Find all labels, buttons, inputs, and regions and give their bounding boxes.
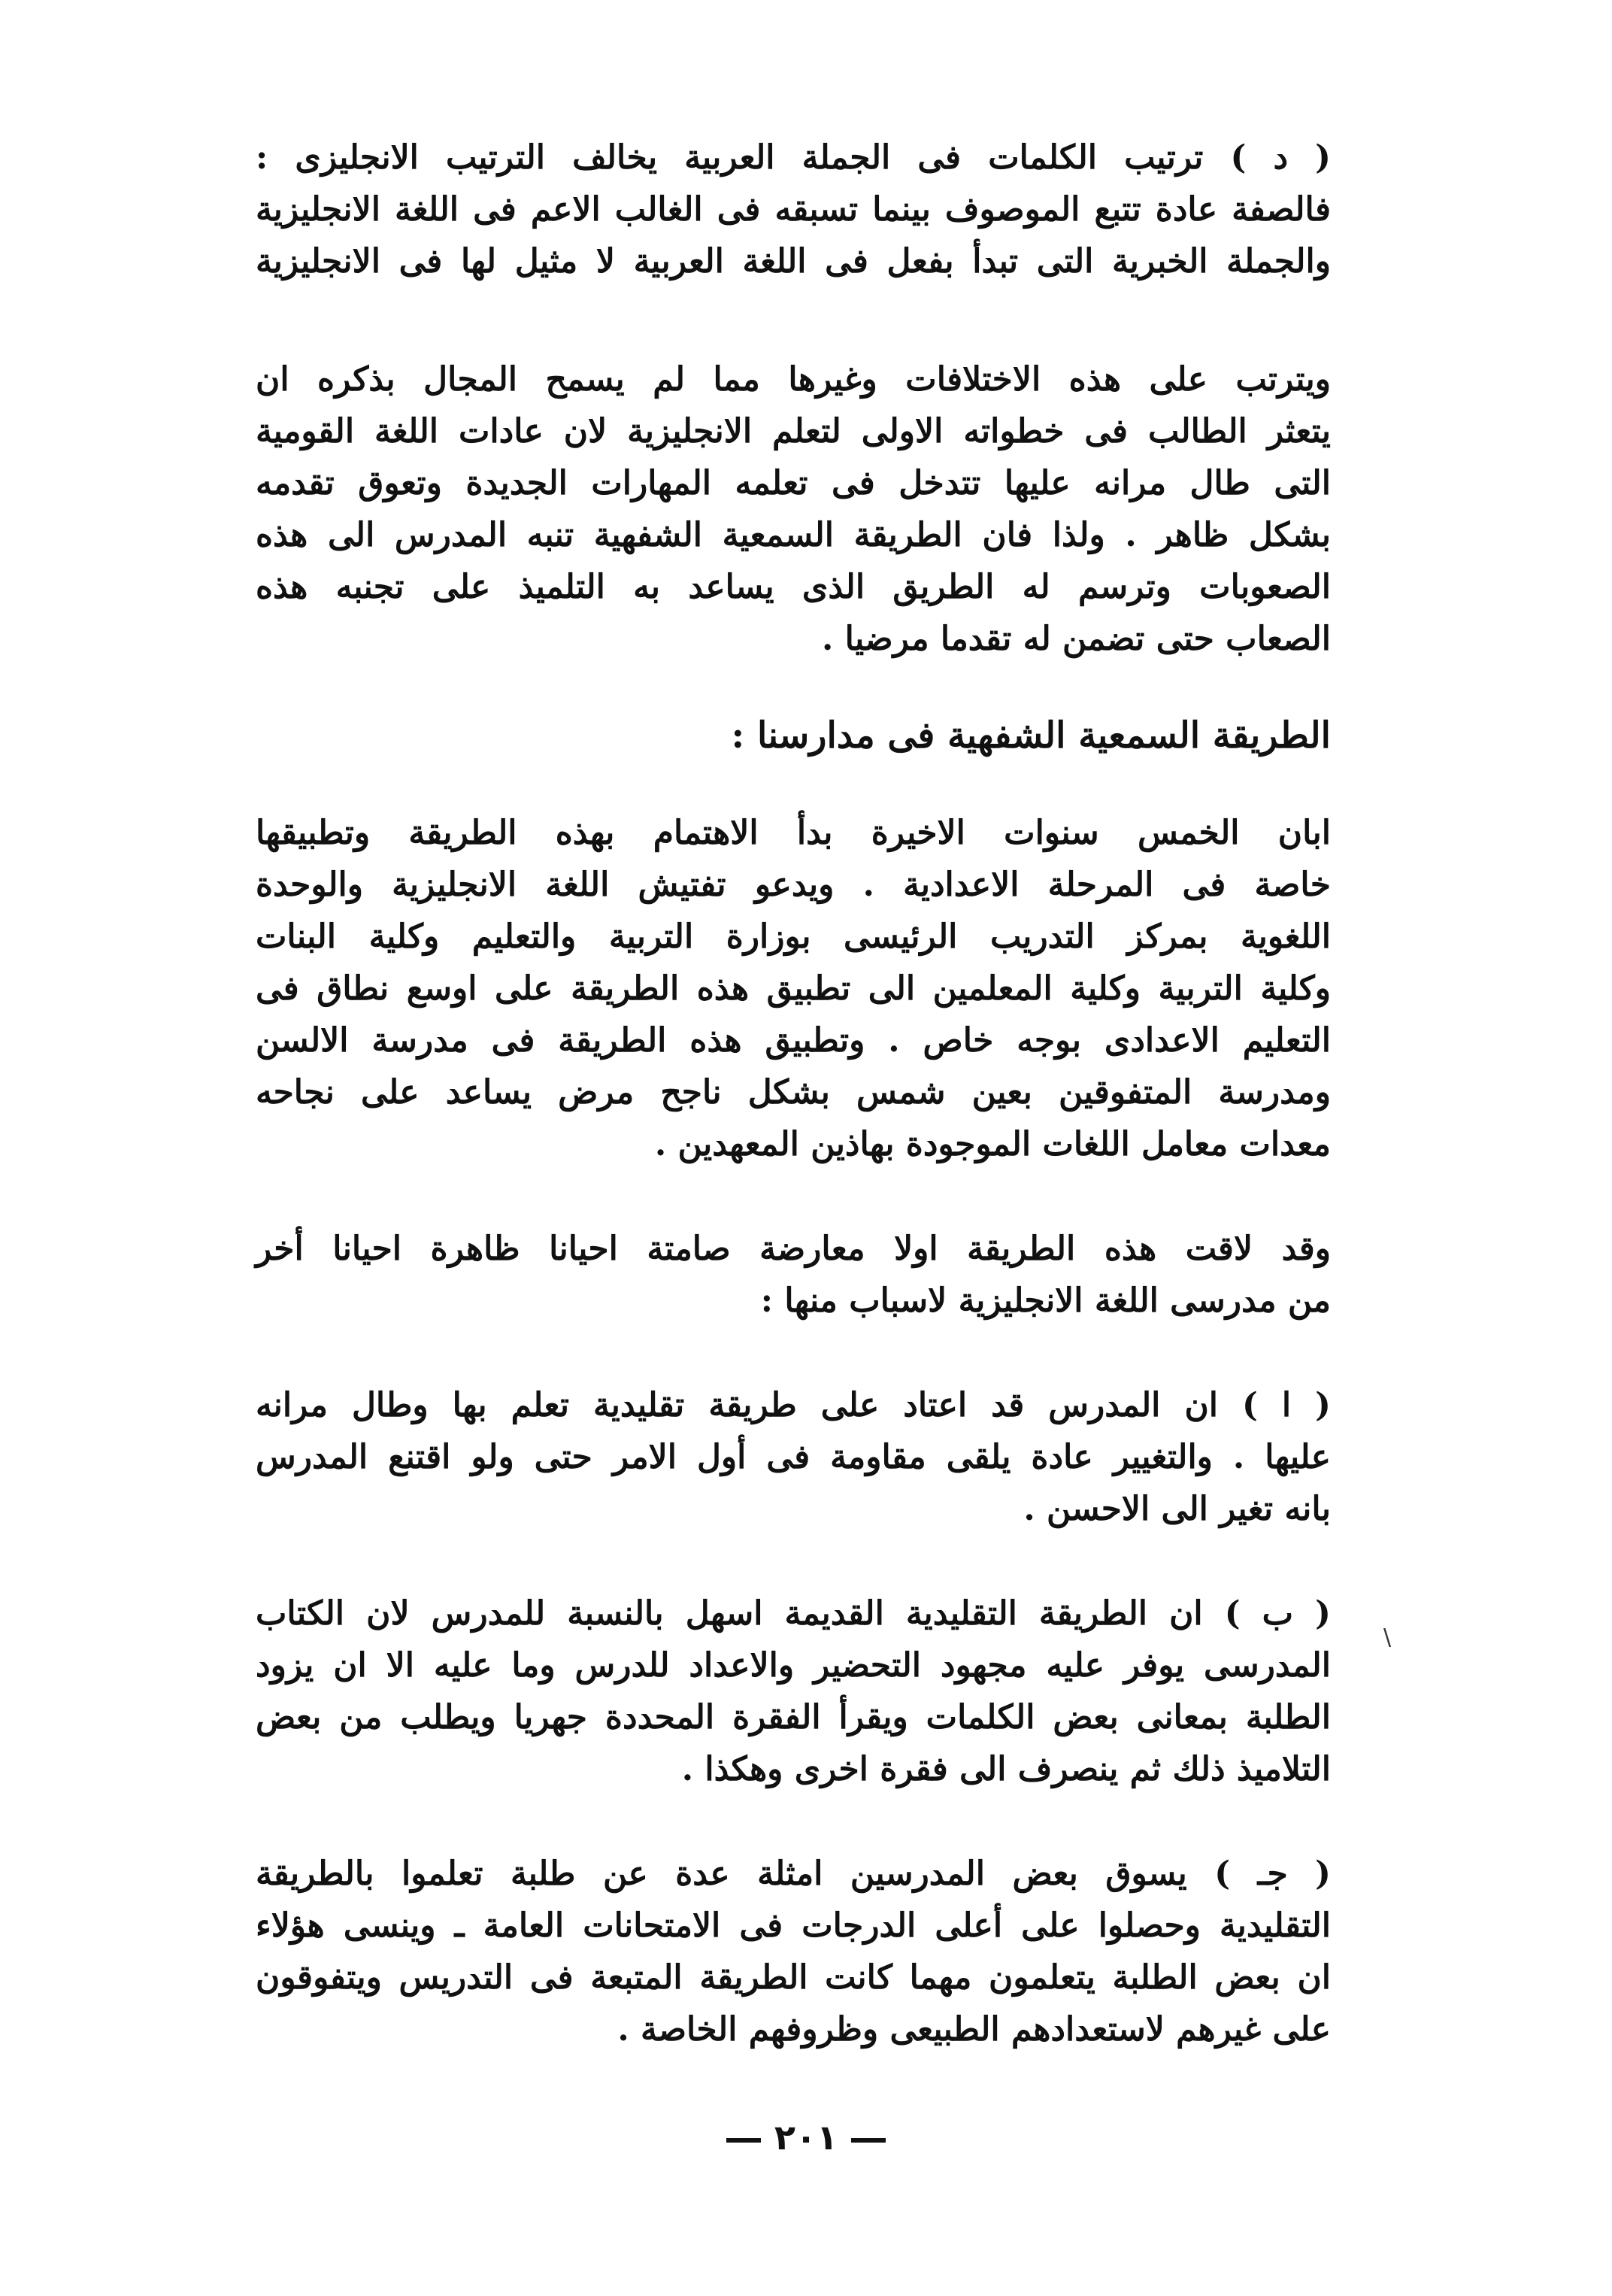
section-heading: الطريقة السمعية الشفهية فى مدارسنا :: [731, 714, 1331, 757]
scan-mark: \: [1383, 1624, 1392, 1651]
text-line: خاصة فى المرحلة الاعدادية . ويدعو تفتيش اللغة الانجليزية والوحدة: [256, 866, 1331, 904]
page-number: ٢٠١: [774, 2117, 838, 2158]
text-line: التقليدية وحصلوا على أعلى الدرجات فى الامتحانات العامة ـ وينسى هؤلاء: [256, 1906, 1331, 1945]
paragraph-d: [256, 132, 1331, 287]
paragraph-consequences: [256, 353, 1331, 665]
text-line: فالصفة عادة تتبع الموصوف بينما تسبقه فى الغالب الاعم فى اللغة الانجليزية: [256, 190, 1331, 229]
text-line: وكلية التربية وكلية المعلمين الى تطبيق هذه الطريقة على اوسع نطاق فى: [256, 969, 1331, 1008]
text-line: اللغوية بمركز التدريب الرئيسى بوزارة التربية والتعليم وكلية البنات: [256, 917, 1331, 956]
paragraph-a: [256, 1379, 1331, 1535]
text-line: يتعثر الطالب فى خطواته الاولى لتعلم الانجليزية لان عادات اللغة القومية: [256, 412, 1331, 450]
paragraph-b: [256, 1588, 1331, 1795]
text-line: التعليم الاعدادى بوجه خاص . وتطبيق هذه الطريقة فى مدرسة الالسن: [256, 1021, 1331, 1060]
text-line: ابان الخمس سنوات الاخيرة بدأ الاهتمام بهذه الطريقة وتطبيقها: [256, 814, 1331, 852]
text-line: التلاميذ ذلك ثم ينصرف الى فقرة اخرى وهكذا .: [681, 1750, 1331, 1788]
text-line: المدرسى يوفر عليه مجهود التحضير والاعداد للدرس وما عليه الا ان يزود: [256, 1646, 1331, 1685]
paragraph-c: [256, 1848, 1331, 2055]
text-column: [256, 132, 1331, 2055]
text-line: معدات معامل اللغات الموجودة بهاذين المعهدين .: [654, 1125, 1331, 1163]
text-line: عليها . والتغيير عادة يلقى مقاومة فى أول الامر حتى ولو اقتنع المدرس: [256, 1438, 1331, 1476]
dash-left: [851, 2138, 886, 2143]
text-line: الصعوبات وترسم له الطريق الذى يساعد به التلميذ على تجنبه هذه: [256, 568, 1331, 606]
text-line: الصعاب حتى تضمن له تقدما مرضيا .: [821, 620, 1331, 658]
text-line: بانه تغير الى الاحسن .: [1023, 1490, 1331, 1528]
text-line: بشكل ظاهر . ولذا فان الطريقة السمعية الشفهية تنبه المدرس الى هذه: [256, 516, 1331, 554]
paragraph-opposition: [256, 1223, 1331, 1327]
text-line: ( ا ) ان المدرس قد اعتاد على طريقة تقليدية تعلم بها وطال مرانه: [256, 1386, 1331, 1424]
text-line: ويترتب على هذه الاختلافات وغيرها مما لم يسمح المجال بذكره ان: [256, 360, 1331, 399]
text-line: وقد لاقت هذه الطريقة اولا معارضة صامتة احيانا ظاهرة احيانا أخر: [256, 1230, 1331, 1268]
text-line: ومدرسة المتفوقين بعين شمس بشكل ناجح مرض يساعد على نجاحه: [256, 1073, 1331, 1112]
page-number-footer: [0, 2117, 1612, 2158]
text-line: ان بعض الطلبة يتعلمون مهما كانت الطريقة المتبعة فى التدريس ويتفوقون: [256, 1958, 1331, 1997]
text-line: التى طال مرانه عليها تتدخل فى تعلمه المهارات الجديدة وتعوق تقدمه: [256, 464, 1331, 502]
dash-right: [726, 2138, 761, 2143]
text-line: ( د ) ترتيب الكلمات فى الجملة العربية يخالف الترتيب الانجليزى :: [256, 138, 1331, 177]
text-line: على غيرهم لاستعدادهم الطبيعى وظروفهم الخاصة .: [617, 2010, 1331, 2049]
text-line: ( جـ ) يسوق بعض المدرسين امثلة عدة عن طلبة تعلموا بالطريقة: [256, 1855, 1331, 1893]
text-line: الطلبة بمعانى بعض الكلمات ويقرأ الفقرة المحددة جهريا ويطلب من بعض: [256, 1698, 1331, 1736]
paragraph-adoption: [256, 807, 1331, 1170]
text-line: من مدرسى اللغة الانجليزية لاسباب منها :: [760, 1281, 1331, 1320]
text-line: والجملة الخبرية التى تبدأ بفعل فى اللغة العربية لا مثيل لها فى الانجليزية: [256, 242, 1331, 281]
text-line: ( ب ) ان الطريقة التقليدية القديمة اسهل بالنسبة للمدرس لان الكتاب: [256, 1594, 1331, 1633]
